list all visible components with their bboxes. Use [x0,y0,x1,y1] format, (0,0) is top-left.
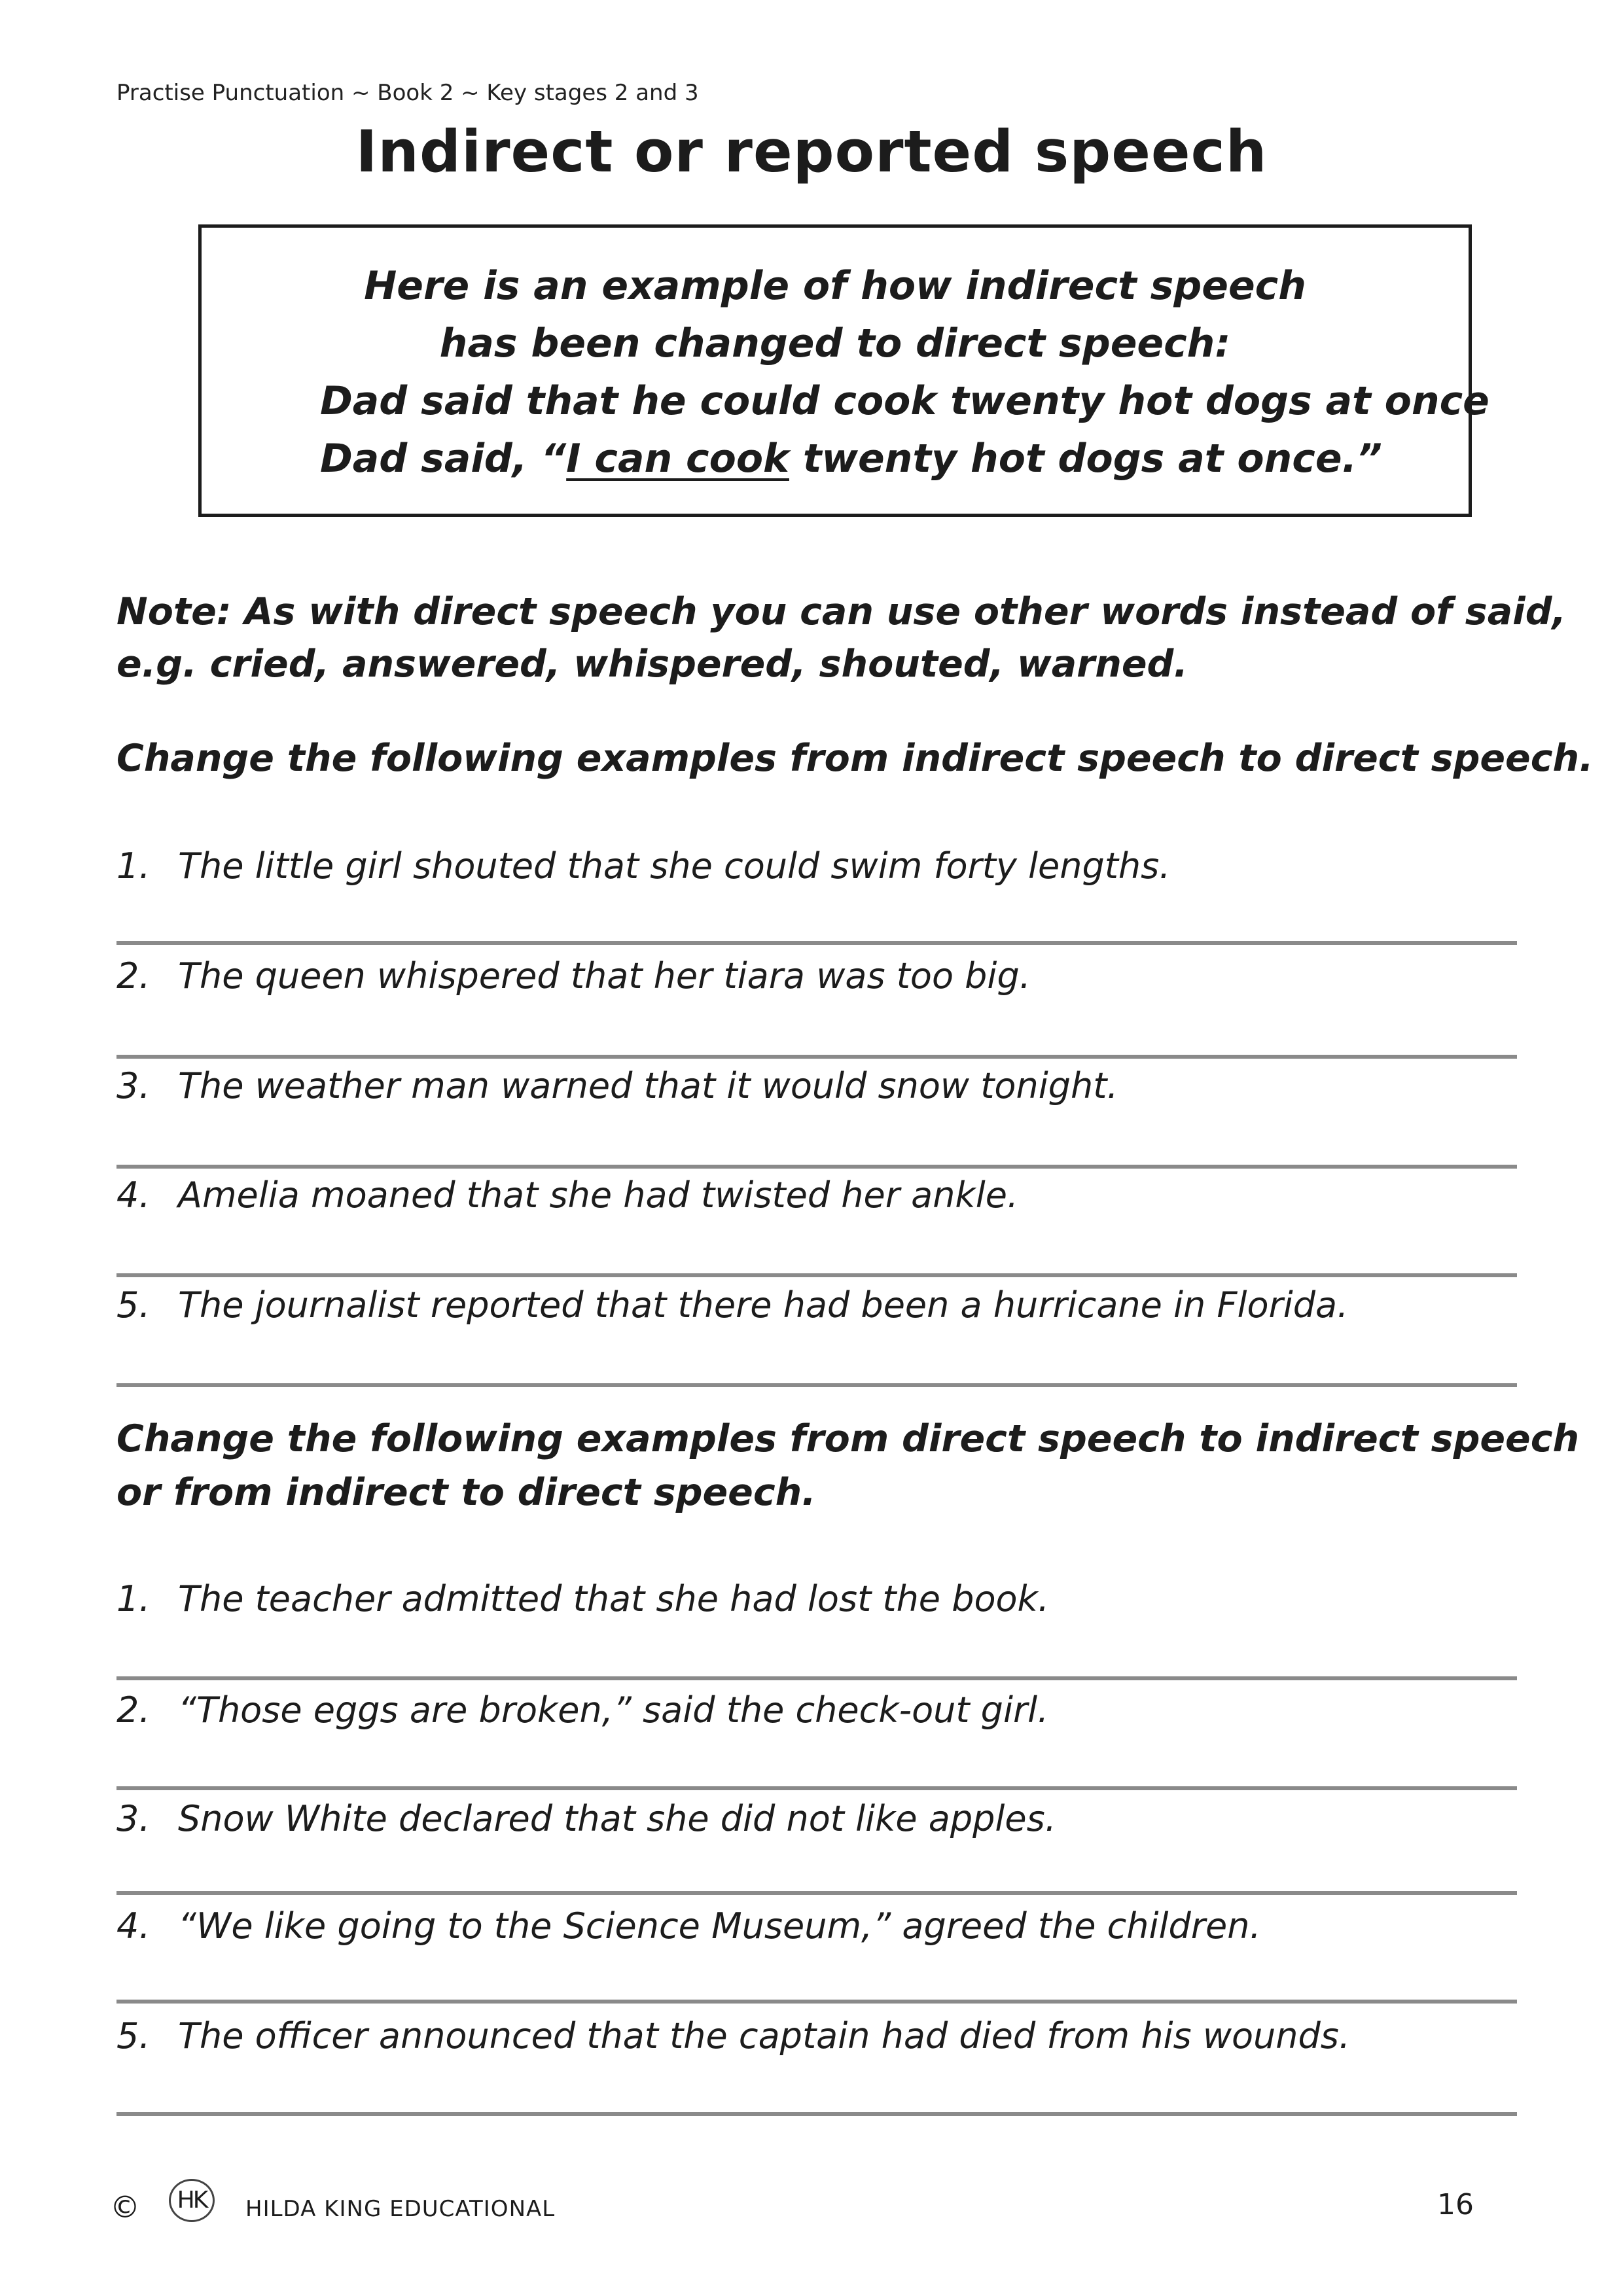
example-underlined-words: I can cook [566,436,789,482]
answer-line[interactable] [116,1383,1517,1387]
answer-line[interactable] [116,1891,1517,1895]
question-number: 2. [116,955,151,997]
question-text: The journalist reported that there had been a hurricane in Florida. [178,1284,1349,1326]
question-text: The officer announced that the captain had died from his wounds. [178,2015,1351,2057]
question-text: The queen whispered that her tiara was too big. [178,955,1031,997]
question-text: Snow White declared that she did not like apples. [178,1798,1056,1839]
answer-line[interactable] [116,1273,1517,1277]
question-number: 3. [116,1798,151,1839]
answer-line[interactable] [116,1055,1517,1059]
question-number: 4. [116,1905,151,1947]
question-number: 5. [116,1284,151,1326]
answer-line[interactable] [116,2000,1517,2004]
question-number: 1. [116,845,151,887]
page-number: 16 [1437,2188,1474,2221]
section1-instruction: Change the following examples from indirect speech to direct speech. [116,737,1594,780]
answer-line[interactable] [116,1165,1517,1169]
example-line-4 [320,436,1382,482]
question-text: “Those eggs are broken,” said the check-out girl. [178,1689,1049,1731]
question-text: The little girl shouted that she could swim forty lengths. [178,845,1171,887]
copyright-symbol: © [110,2189,140,2225]
page-header: Practise Punctuation ~ Book 2 ~ Key stages 2 and 3 [116,80,699,106]
example-line-3: Dad said that he could cook twenty hot dogs at once [320,378,1489,424]
question-number: 5. [116,2015,151,2057]
question-number: 4. [116,1174,151,1216]
question-text: Amelia moaned that she had twisted her ankle. [178,1174,1019,1216]
page-title: Indirect or reported speech [355,118,1268,185]
answer-line[interactable] [116,1786,1517,1790]
answer-line[interactable] [116,2112,1517,2116]
note-line-2: e.g. cried, answered, whispered, shouted, warned. [116,643,1188,686]
question-text: The weather man warned that it would snow tonight. [178,1065,1118,1106]
question-number: 1. [116,1578,151,1619]
note-line-1: Note: As with direct speech you can use other words instead of said, [116,590,1567,633]
question-text: The teacher admitted that she had lost the book. [178,1578,1049,1619]
answer-line[interactable] [116,941,1517,945]
question-text: “We like going to the Science Museum,” agreed the children. [178,1905,1261,1947]
question-number: 3. [116,1065,151,1106]
example-line-1: Here is an example of how indirect speech [364,263,1306,309]
answer-line[interactable] [116,1676,1517,1680]
example-line-2: has been changed to direct speech: [439,321,1231,366]
question-number: 2. [116,1689,151,1731]
example-line-4-start: Dad said, “ [320,436,567,482]
publisher-name: HILDA KING EDUCATIONAL [245,2196,556,2222]
publisher-logo: HK [169,2179,215,2222]
example-box [198,224,1489,517]
section2-instruction-line-1: Change the following examples from direct speech to indirect speech [116,1417,1580,1460]
example-line-4-end: twenty hot dogs at once.” [789,436,1382,482]
section2-instruction-line-2: or from indirect to direct speech. [116,1471,816,1514]
